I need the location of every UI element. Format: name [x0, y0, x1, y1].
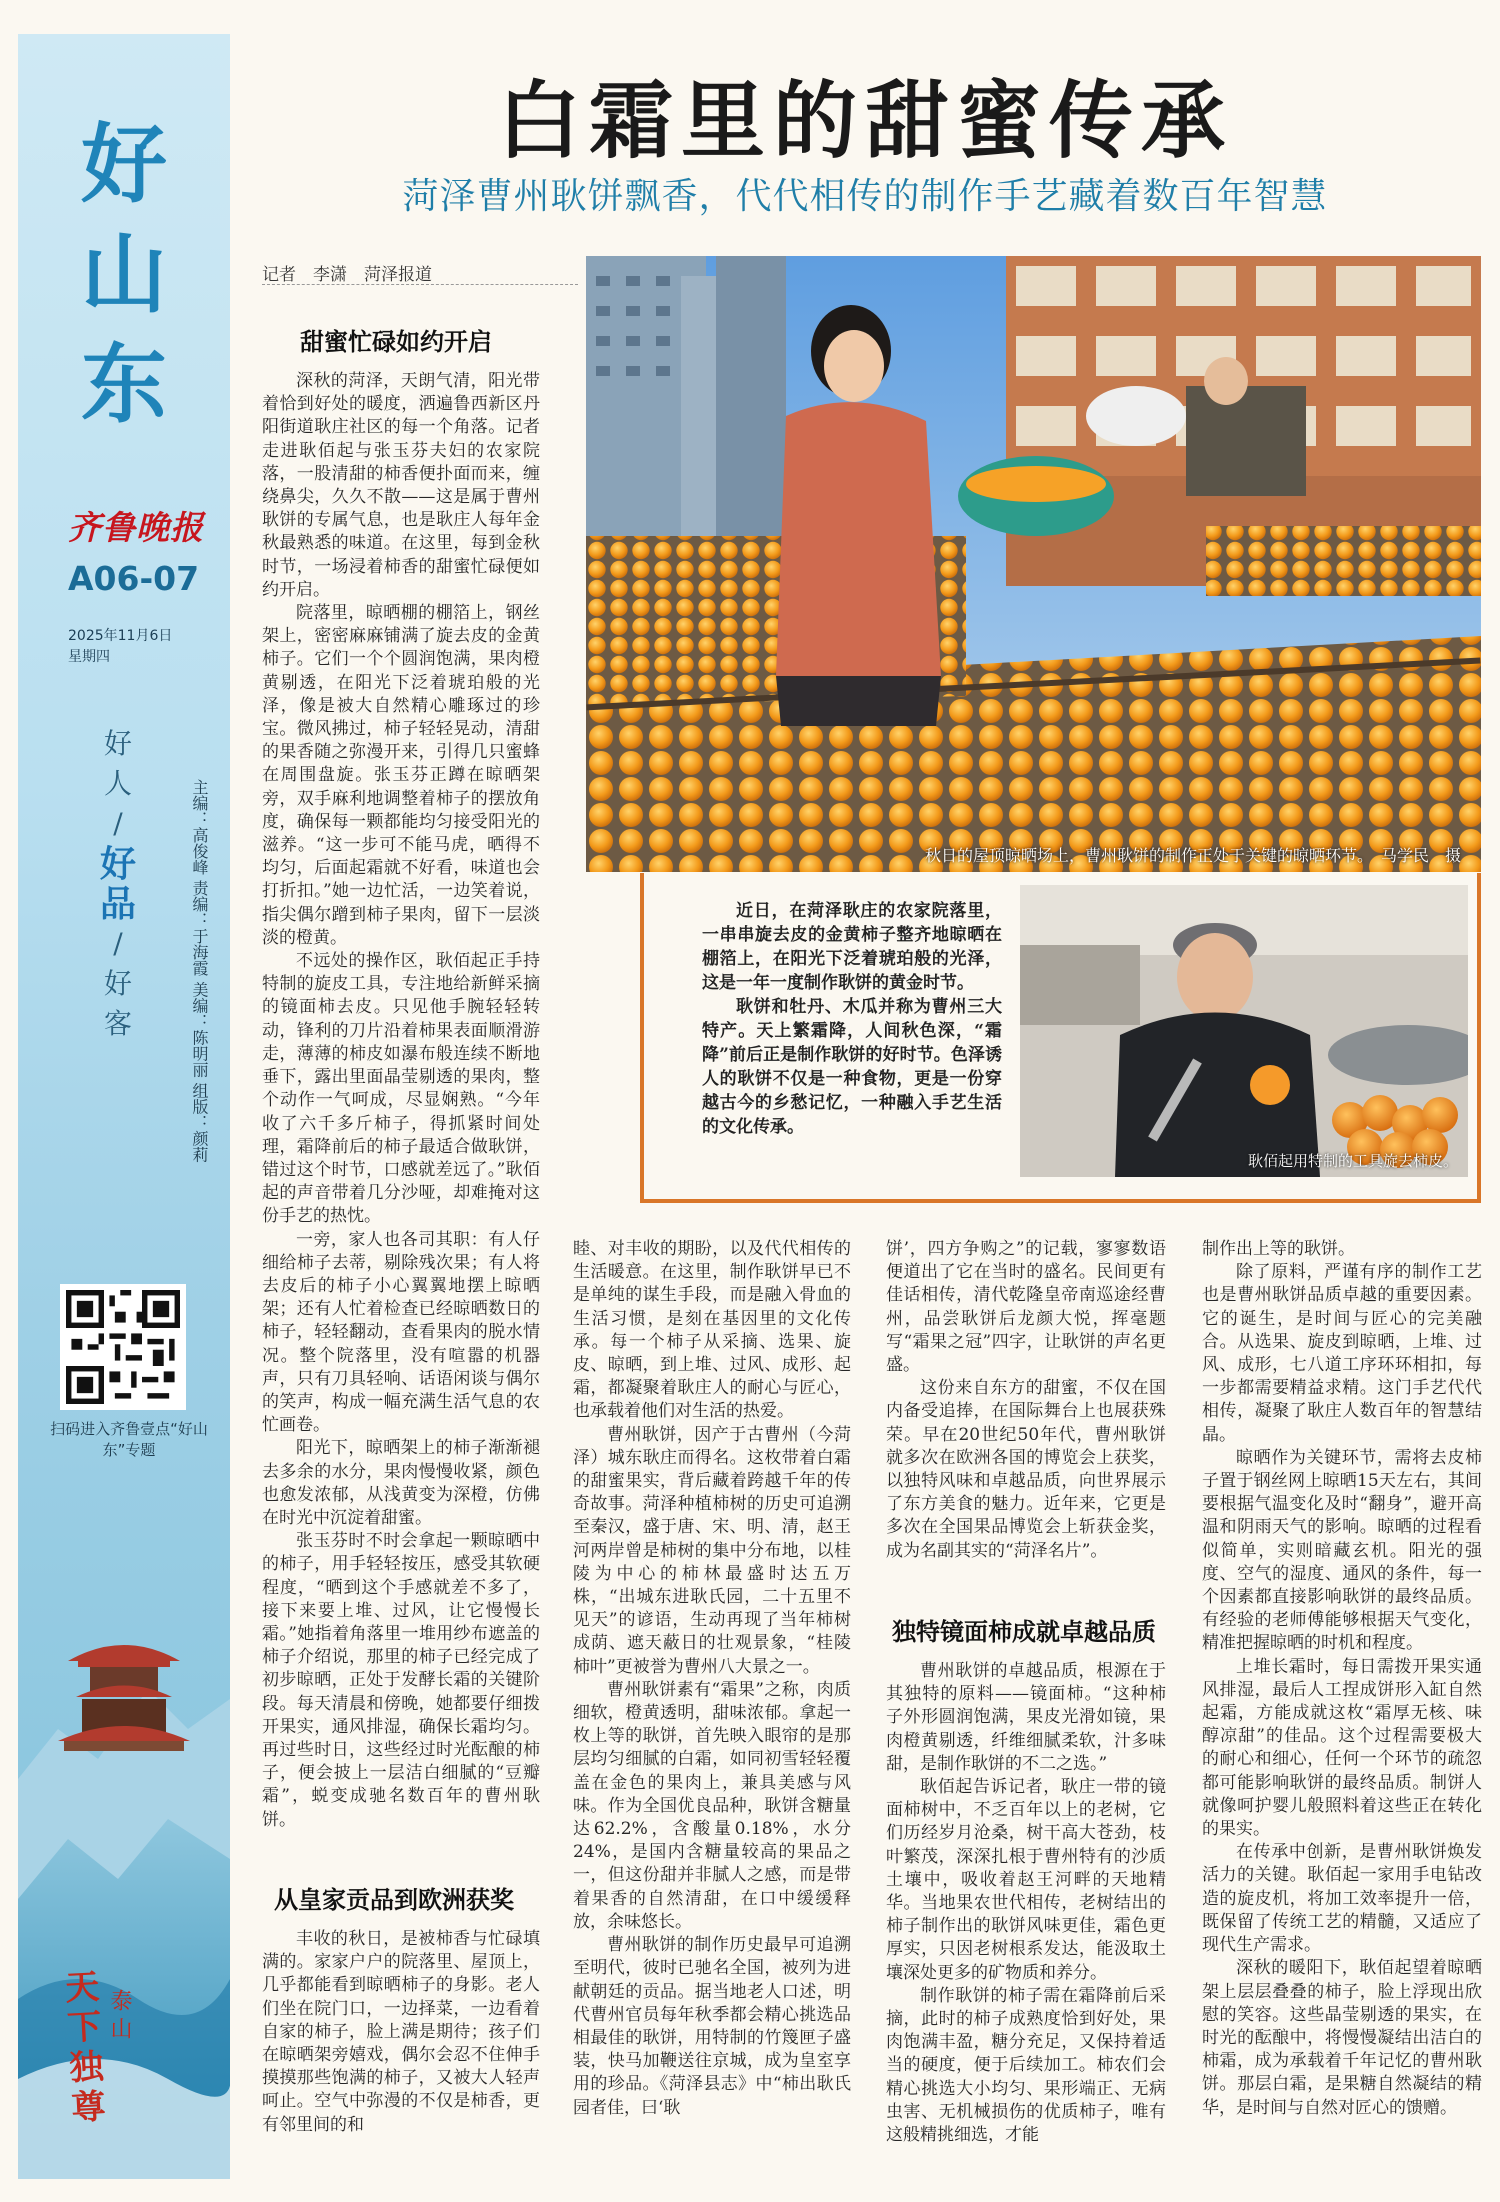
article-column-3b	[886, 1660, 1166, 2147]
tagline-char: 客	[103, 1007, 132, 1040]
article-column-1b	[262, 1928, 540, 2137]
editor-credits: 主编：高俊峰 责编：于海霞 美编：陈明丽 组版：颜莉	[190, 779, 209, 1163]
paragraph: 曹州耿饼，因产于古曹州（今菏泽）城东耿庄而得名。这枚带着白霜的甜蜜果实，背后藏着跨越千年的传奇故事。菏泽种植柿树的历史可追溯至秦汉，盛于唐、宋、明、清，赵王河两岸曾是柿树的集中分布地，以桂陵为中心的柿林最盛时达五万株，“出城东进耿氏园，二十五里不见天”的谚语，生动再现了当年柿树成荫、遮天蔽日的壮观景象，“桂陵柿叶”更被誉为曹州八大景之一。	[573, 1424, 851, 1677]
paragraph: 不远处的操作区，耿佰起正手持特制的旋皮工具，专注地给新鲜采摘的镜面柿去皮。只见他手腕轻轻转动，锋利的刀片沿着柿果表面顺滑游走，薄薄的柿皮如瀑布般连续不断地垂下，露出里面晶莹剔透的果肉，整个动作一气呵成，尽显娴熟。“今年收了六千多斤柿子，得抓紧时间处理，霜降前后的柿子最适合做耿饼，错过这个时节，口感就差远了。”耿佰起的声音带着几分沙哑，却难掩对这份手艺的热忱。	[262, 951, 540, 1227]
paragraph: 深秋的菏泽，天朗气清，阳光带着恰到好处的暖度，洒遍鲁西新区丹阳街道耿庄社区的每一个角落。记者走进耿佰起与张玉芬夫妇的农家院落，一股清甜的柿香便扑面而来，缠绕鼻尖，久久不散——这是属于曹州耿饼的专属气息，也是耿庄人每年金秋最熟悉的味道。在这里，每到金秋时节，一场浸着柿香的甜蜜忙碌便如约开启。	[262, 371, 540, 600]
paragraph: 院落里，晾晒棚的棚箔上，钢丝架上，密密麻麻铺满了旋去皮的金黄柿子。它们一个个圆润饱满，果肉橙黄剔透，在阳光下泛着琥珀般的光泽，像是被大自然精心雕琢过的珍宝。微风拂过，柿子轻轻晃动，清甜的果香随之弥漫开来，引得几只蜜蜂在周围盘旋。张玉芬正蹲在晾晒架旁，双手麻利地调整着柿子的摆放角度，确保每一颗都能均匀接受阳光的滋养。“这一步可不能马虎，晒得不均匀，后面起霜就不好看，味道也会打折扣。”她一边忙活，一边笑着说，指尖偶尔蹭到柿子果肉，留下一层淡淡的橙黄。	[262, 603, 540, 948]
headline: 白霜里的甜蜜传承	[496, 71, 1233, 170]
paragraph: 制作耿饼的柿子需在霜降前后采摘，此时的柿子成熟度恰到好处，果肉饱满丰盈，糖分充足，又保持着适当的硬度，便于后续加工。柿农们会精心挑选大小均匀、果形端正、无病虫害、无机械损伤的优质柿子，唯有这般精挑细选，才能	[886, 1985, 1166, 2146]
tagline-char: 好	[103, 967, 132, 1000]
weekday-text: 星期四	[68, 649, 110, 665]
paragraph: 除了原料，严谨有序的制作工艺也是曹州耿饼品质卓越的重要因素。它的诞生，是时间与匠心的完美融合。从选果、旋皮到晾晒，上堆、过风、成形，七八道工序环环相扣，每一步都需要精益求精。这门手艺代代相传，凝聚了耿庄人数百年的智慧结晶。	[1202, 1262, 1482, 1445]
article-column-4	[1202, 1238, 1482, 2120]
main-photo	[586, 256, 1481, 872]
date-text: 2025年11月6日	[68, 628, 173, 644]
paragraph: 曹州耿饼的卓越品质，根源在于其独特的原料——镜面柿。“这种柿子外形圆润饱满，果皮光滑如镜，果肉橙黄剔透，纤维细腻柔软，汁多味甜，是制作耿饼的不二之选。”	[886, 1661, 1166, 1774]
peeling-persimmon-photo	[1020, 885, 1468, 1177]
paragraph: 曹州耿饼的制作历史最早可追溯至明代，彼时已驰名全国，被列为进献朝廷的贡品。据当地老人口述，明代曹州官员每年秋季都会精心挑选品相最佳的耿饼，用特制的竹篾匣子盛装，快马加鞭送往京城，成为皇室享用的珍品。《菏泽县志》中“柿出耿氏园者佳，曰‘耿	[573, 1935, 851, 2118]
section-title: 独特镜面柿成就卓越品质	[892, 1617, 1156, 1646]
calligraphy-seal: 天下独尊	[57, 1968, 107, 2130]
sidebar	[18, 34, 230, 2179]
lead-note	[702, 899, 1002, 1139]
lead-box	[640, 873, 1481, 1203]
tagline-char: 好	[99, 843, 136, 885]
byline-divider	[262, 284, 578, 285]
paragraph: 阳光下，晾晒架上的柿子渐渐褪去多余的水分，果肉慢慢收紧，颜色也愈发浓郁，从浅黄变为深橙，仿佛在时光中沉淀着甜蜜。	[262, 1438, 540, 1528]
tagline-char: 品	[99, 883, 136, 925]
tagline	[88, 724, 148, 1044]
paragraph: 一旁，家人也各司其职：有人仔细给柿子去蒂，剔除残次果；有人将去皮后的柿子小心翼翼地摆上晾晒架；还有人忙着检查已经晾晒数日的柿子，轻轻翻动，查看果肉的脱水情况。整个院落里，没有喧嚣的机器声，只有刀具轻响、话语闲谈与偶尔的笑声，构成一幅充满生活气息的农忙画卷。	[262, 1229, 540, 1436]
tagline-sep: /	[113, 807, 123, 840]
tagline-char: 人	[103, 767, 132, 800]
photo-caption: 秋日的屋顶晾晒场上，曹州耿饼的制作正处于关键的晾晒环节。 马学民 摄	[924, 846, 1461, 865]
paragraph: 饼’，四方争购之”的记载，寥寥数语便道出了它在当时的盛名。民间更有佳话相传，清代乾隆皇帝南巡途经曹州，品尝耿饼后龙颜大悦，挥毫题写“霜果之冠”四字，让耿饼的声名更盛。	[886, 1239, 1166, 1376]
landscape-illustration	[18, 1479, 230, 2179]
qr-code[interactable]	[60, 1284, 186, 1410]
qr-caption: 扫码进入齐鲁壹点“好山东”专题	[50, 1420, 208, 1459]
paragraph: 睦、对丰收的期盼，以及代代相传的生活暖意。在这里，制作耿饼早已不是单纯的谋生手段，而是融入骨血的生活习惯，是刻在基因里的文化传承。每一个柿子从采摘、选果、旋皮、晾晒，到上堆、过风、成形、起霜，都凝聚着耿庄人的耐心与匠心，也承载着他们对生活的热爱。	[573, 1239, 851, 1422]
section-title: 甜蜜忙碌如约开启	[300, 327, 492, 356]
paragraph: 耿佰起告诉记者，耿庄一带的镜面柿树中，不乏百年以上的老树，它们历经岁月沧桑，树干高大苍劲，枝叶繁茂，深深扎根于曹州特有的沙质土壤中，吸收着赵王河畔的天地精华。当地果农世代相传，老树结出的柿子制作出的耿饼风味更佳，霜色更厚实，只因老树根系发达，能汲取土壤深处更多的矿物质和养分。	[886, 1777, 1166, 1983]
lead-paragraph: 近日，在菏泽耿庄的农家院落里，一串串旋去皮的金黄柿子整齐地晾晒在棚箔上，在阳光下泛着琥珀般的光泽，这是一年一度制作耿饼的黄金时节。	[702, 901, 1002, 993]
paragraph: 深秋的暖阳下，耿佰起望着晾晒架上层层叠叠的柿子，脸上浮现出欣慰的笑容。这些晶莹剔透的果实，在时光的酝酿中，将慢慢凝结出洁白的柿霜，成为承载着千年记忆的曹州耿饼。那层白霜，是果糖自然凝结的精华，是时间与自然对匠心的馈赠。	[1202, 1958, 1482, 2118]
paragraph: 晾晒作为关键环节，需将去皮柿子置于钢丝网上晾晒15天左右，其间要根据气温变化及时“翻身”，避开高温和阴雨天气的影响。晾晒的过程看似简单，实则暗藏玄机。阳光的强度、空气的湿度、通风的条件，每一个因素都直接影响耿饼的最终品质。有经验的老师傅能够根据天气变化，精准把握晾晒的时机和程度。	[1202, 1447, 1482, 1654]
paragraph: 张玉芬时不时会拿起一颗晾晒中的柿子，用手轻轻按压，感受其软硬程度，“晒到这个手感就差不多了，接下来要上堆、过风，让它慢慢长霜。”她指着角落里一堆用纱布遮盖的柿子介绍说，那里的柿子已经完成了初步晾晒，正处于发酵长霜的关键阶段。每天清晨和傍晚，她都要仔细拨开果实，通风排湿，确保长霜均匀。再过些时日，这些经过时光酝酿的柿子，便会披上一层洁白细腻的“豆瓣霜”，蜕变成驰名数百年的曹州耿饼。	[262, 1531, 540, 1830]
brand-char-3: 东	[81, 334, 167, 435]
section-title: 从皇家贡品到欧洲获奖	[274, 1885, 514, 1914]
subheadline: 菏泽曹州耿饼飘香，代代相传的制作手艺藏着数百年智慧	[402, 176, 1328, 217]
secondary-photo	[1020, 885, 1468, 1177]
paragraph: 制作出上等的耿饼。	[1202, 1239, 1355, 1259]
pavilion	[58, 1645, 190, 1751]
article-column-1	[262, 370, 540, 1832]
paragraph: 在传承中创新，是曹州耿饼焕发活力的关键。耿佰起一家用手电钻改造的旋皮机，将加工效率提升一倍，既保留了传统工艺的精髓，又适应了现代生产需求。	[1202, 1842, 1482, 1956]
brand-char-2: 山	[81, 224, 167, 325]
paragraph: 上堆长霜时，每日需拨开果实通风排湿，最后人工捏成饼形入缸自然起霜，方能成就这枚“霜厚无核、味醇凉甜”的佳品。这个过程需要极大的耐心和细心，任何一个环节的疏忽都可能影响耿饼的最终品质。制饼人就像呵护婴儿般照料着这些正在转化的果实。	[1202, 1656, 1482, 1840]
rooftop-persimmon-photo	[586, 256, 1481, 872]
paragraph: 曹州耿饼素有“霜果”之称，肉质细软，橙黄透明，甜味浓郁。拿起一枚上等的耿饼，首先映入眼帘的是那层均匀细腻的白霜，如同初雪轻轻覆盖在金色的果肉上，兼具美感与风味。作为全国优良品种，耿饼含糖量达62.2%，含酸量0.18%，水分24%，是国内含糖量较高的果品之一，但这份甜并非腻人之感，而是带着果香的自然清甜，在口中缓缓释放，余味悠长。	[573, 1679, 851, 1932]
qr-code-icon	[66, 1290, 180, 1404]
lead-paragraph: 耿饼和牡丹、木瓜并称为曹州三大特产。天上繁霜降，人间秋色深，“霜降”前后正是制作耿饼的好时节。色泽诱人的耿饼不仅是一种食物，更是一份穿越古今的乡愁记忆，一种融入手艺生活的文化传承。	[702, 997, 1002, 1137]
tagline-char: 好	[103, 727, 132, 760]
brand-char-1: 好	[81, 114, 167, 215]
paragraph: 这份来自东方的甜蜜，不仅在国内备受追捧，在国际舞台上也展获殊荣。早在20世纪50年代，曹州耿饼就多次在欧洲各国的博览会上获奖，以独特风味和卓越品质，向世界展示了东方美食的魅力。近年来，它更是多次在全国果品博览会上斩获金奖，成为名副其实的“菏泽名片”。	[886, 1378, 1166, 1561]
newspaper-logo: 齐鲁晚报	[68, 508, 204, 547]
issue-date	[68, 626, 172, 668]
calligraphy-stamp: 泰山	[107, 1989, 132, 2045]
article-column-3	[886, 1238, 1166, 1563]
article-column-2	[573, 1238, 851, 2120]
byline: 记者 李潇 菏泽报道	[262, 265, 432, 285]
tagline-sep: /	[113, 927, 123, 960]
photo-caption: 耿佰起用特制的工具旋去柿皮。	[1247, 1152, 1458, 1170]
page-number: A06-07	[68, 559, 200, 598]
paragraph: 丰收的秋日，是被柿香与忙碌填满的。家家户户的院落里、屋顶上，几乎都能看到晾晒柿子的身影。老人们坐在院门口，一边择菜，一边看着自家的柿子，脸上满是期待；孩子们在晾晒架旁嬉戏，偶尔会忍不住伸手摸摸那些饱满的柿子，又被大人轻声呵止。空气中弥漫的不仅是柿香，更有邻里间的和	[262, 1929, 540, 2135]
